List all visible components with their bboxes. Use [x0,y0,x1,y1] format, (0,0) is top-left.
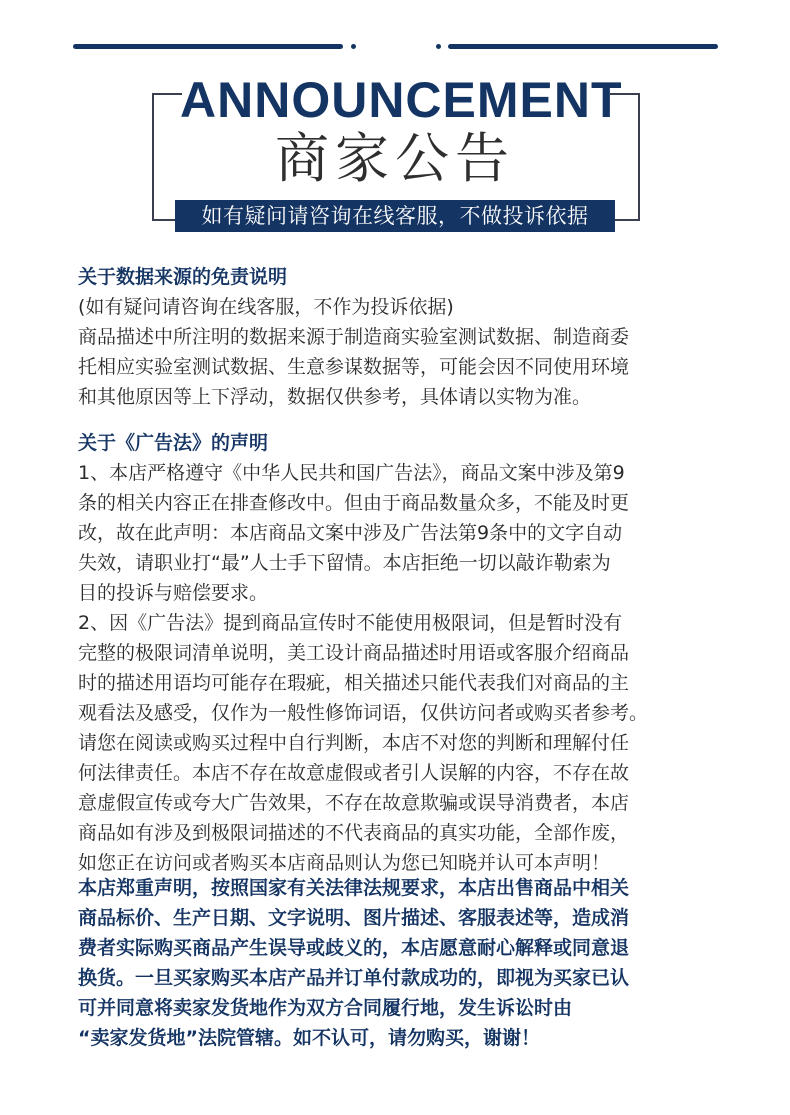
section-heading: 关于《广告法》的声明 [78,432,269,454]
section-heading: 关于数据来源的免责说明 [78,266,288,288]
text-line: 目的投诉与赔偿要求。 [78,582,269,604]
text-line: 1、本店严格遵守《中华人民共和国广告法》，商品文案中涉及第9 [78,462,625,484]
text-line: 商品如有涉及到极限词描述的不代表商品的真实功能，全部作废， [78,822,630,844]
text-line: 条的相关内容正在排查修改中。但由于商品数量众多，不能及时更 [78,492,630,514]
top-rule-right [448,44,718,49]
text-line: 时的描述用语均可能存在瑕疵，相关描述只能代表我们对商品的主 [78,672,630,694]
text-line: 如您正在访问或者购买本店商品则认为您已知晓并认可本声明！ [78,852,611,874]
text-line: 费者实际购买商品产生误导或歧义的，本店愿意耐心解释或同意退 [78,937,630,959]
tagline-banner: 如有疑问请咨询在线客服，不做投诉依据 [175,200,615,232]
solemn-statement-section [78,873,718,1053]
text-line: 观看法及感受，仅作为一般性修饰词语，仅供访问者或购买者参考。 [78,702,649,724]
top-rule-left [73,44,343,49]
text-line: 可并同意将卖家发货地作为双方合同履行地，发生诉讼时由 [78,997,573,1019]
text-line: 完整的极限词清单说明，美工设计商品描述时用语或客服介绍商品 [78,642,630,664]
title-chinese: 商家公告 [275,127,515,190]
text-line: 请您在阅读或购买过程中自行判断，本店不对您的判断和理解付任 [78,732,630,754]
disclaimer-section [78,262,718,412]
text-line: (如有疑问请咨询在线客服，不作为投诉依据) [78,296,454,318]
text-line: 2、因《广告法》提到商品宣传时不能使用极限词，但是暂时没有 [78,612,623,634]
title-english: ANNOUNCEMENT [180,72,623,128]
text-line: 改，故在此声明：本店商品文案中涉及广告法第9条中的文字自动 [78,522,623,544]
top-rule-dot [436,44,441,49]
top-rule-dot [351,44,356,49]
ad-law-section [78,428,718,878]
text-line: 和其他原因等上下浮动，数据仅供参考，具体请以实物为准。 [78,386,592,408]
text-line: 意虚假宣传或夸大广告效果，不存在故意欺骗或误导消费者，本店 [78,792,630,814]
text-line: 换货。一旦买家购买本店产品并订单付款成功的，即视为买家已认 [78,967,630,989]
text-line: “卖家发货地”法院管辖。如不认可，请勿购买，谢谢！ [78,1027,540,1049]
text-line: 商品描述中所注明的数据来源于制造商实验室测试数据、制造商委 [78,326,630,348]
text-line: 何法律责任。本店不存在故意虚假或者引人误解的内容，不存在故 [78,762,630,784]
text-line: 商品标价、生产日期、文字说明、图片描述、客服表述等，造成消 [78,907,630,929]
text-line: 本店郑重声明，按照国家有关法律法规要求，本店出售商品中相关 [78,877,630,899]
text-line: 托相应实验室测试数据、生意参谋数据等，可能会因不同使用环境 [78,356,630,378]
text-line: 失效，请职业打“最”人士手下留情。本店拒绝一切以敲诈勒索为 [78,552,611,574]
